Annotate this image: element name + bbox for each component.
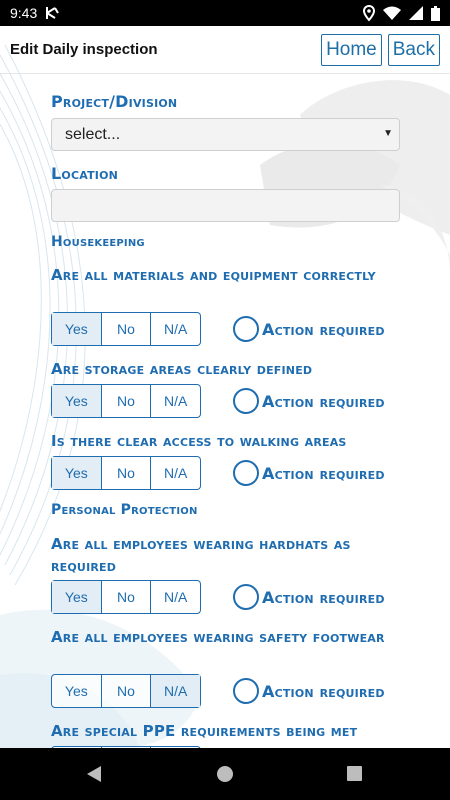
action-required-materials-equipment[interactable]	[233, 312, 385, 346]
answer-group-walking-areas	[51, 456, 201, 490]
answer-yes-button[interactable]: Yes	[52, 457, 101, 489]
answer-na-button[interactable]: N/A	[150, 581, 200, 613]
question-special-ppe: Are special PPE requirements being met	[51, 722, 358, 740]
question-storage-areas: Are storage areas clearly defined	[51, 360, 313, 378]
action-required-walking-areas[interactable]	[233, 456, 385, 490]
page-title: Edit Daily inspection	[10, 41, 158, 58]
radio-icon[interactable]	[233, 388, 259, 414]
action-required-label: Action required	[262, 391, 385, 411]
action-required-label: Action required	[262, 681, 385, 701]
question-safety-footwear: Are all employees wearing safety footwear	[51, 628, 385, 646]
location-icon	[363, 5, 375, 21]
action-required-label: Action required	[262, 463, 385, 483]
project-division-label: Project/Division	[51, 92, 178, 111]
location-input[interactable]	[51, 189, 400, 222]
status-time: 9:43	[10, 5, 38, 21]
signal-icon	[409, 6, 423, 20]
answer-yes-button[interactable]: Yes	[52, 385, 101, 417]
radio-icon[interactable]	[233, 460, 259, 486]
answer-yes-button[interactable]: Yes	[64, 683, 88, 699]
answer-yes-button[interactable]: Yes	[52, 313, 101, 345]
status-bar	[0, 0, 450, 26]
recents-icon[interactable]	[347, 766, 362, 781]
action-required-label: Action required	[262, 319, 385, 339]
answer-no-button[interactable]: No	[101, 313, 151, 345]
answer-na-button[interactable]: N/A	[150, 675, 200, 707]
project-division-select[interactable]	[51, 118, 400, 151]
project-division-value: select...	[65, 125, 121, 143]
answer-no-button[interactable]: No	[101, 675, 151, 707]
action-required-storage-areas[interactable]	[233, 384, 385, 418]
question-walking-areas: Is there clear access to walking areas	[51, 432, 347, 450]
battery-icon	[431, 6, 440, 21]
answer-no-button[interactable]: No	[101, 581, 151, 613]
answer-group-storage-areas	[51, 384, 201, 418]
question-materials-equipment: Are all materials and equipment correctly	[51, 266, 376, 284]
answer-group-safety-footwear	[51, 674, 201, 708]
home-circle-icon[interactable]	[217, 766, 233, 782]
radio-icon[interactable]	[233, 316, 259, 342]
app-header	[0, 26, 450, 74]
location-label: Location	[51, 164, 119, 183]
system-nav-bar	[0, 748, 450, 800]
radio-icon[interactable]	[233, 584, 259, 610]
back-icon[interactable]	[87, 766, 101, 782]
home-button[interactable]: Home	[321, 34, 382, 66]
dropdown-arrow-icon: ▼	[383, 128, 393, 139]
back-button[interactable]: Back	[388, 34, 440, 66]
section-title-personal-protection: Personal Protection	[51, 502, 198, 518]
form-scroll-area[interactable]	[0, 75, 450, 748]
answer-group-materials-equipment	[51, 312, 201, 346]
answer-yes-button[interactable]: Yes	[52, 581, 101, 613]
section-title-housekeeping: Housekeeping	[51, 234, 145, 250]
answer-na-button[interactable]: N/A	[150, 313, 200, 345]
answer-na-button[interactable]: N/A	[150, 457, 200, 489]
action-required-label: Action required	[262, 587, 385, 607]
answer-group-hardhats	[51, 580, 201, 614]
answer-na-button[interactable]: N/A	[150, 385, 200, 417]
action-required-safety-footwear[interactable]	[233, 674, 385, 708]
wifi-icon	[383, 6, 401, 20]
notification-icon	[45, 6, 59, 20]
answer-no-button[interactable]: No	[101, 457, 151, 489]
question-hardhats: Are all employees wearing hardhats as required	[51, 535, 351, 575]
action-required-hardhats[interactable]	[233, 580, 385, 614]
answer-no-button[interactable]: No	[101, 385, 151, 417]
radio-icon[interactable]	[233, 678, 259, 704]
